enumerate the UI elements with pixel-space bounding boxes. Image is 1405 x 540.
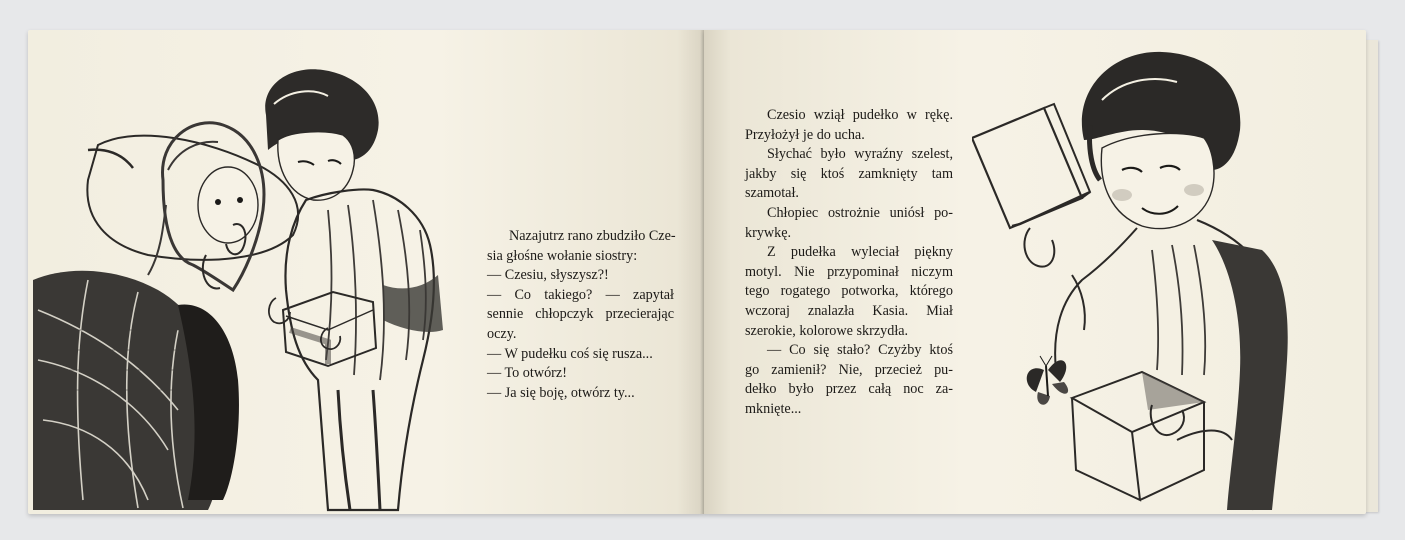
text-line: Słychać było wyraźny szelest, xyxy=(767,146,953,163)
text-line: Z pudełka wyleciał piękny xyxy=(767,244,953,261)
right-illustration xyxy=(972,30,1332,514)
text-line: krywkę. xyxy=(745,224,792,241)
text-line: — To otwórz! xyxy=(487,365,567,382)
paragraph xyxy=(745,106,953,145)
text-line: motyl. Nie przypominał niczym xyxy=(745,263,953,280)
text-line: sia głośne wołanie siostry: xyxy=(487,247,638,264)
text-line: tego rogatego potworka, którego xyxy=(745,283,953,300)
text-line: mknięte... xyxy=(745,400,802,417)
paragraph xyxy=(487,364,674,384)
text-line: dełko było przez całą noc za- xyxy=(745,381,953,398)
text-line: — Co się stało? Czyżby ktoś xyxy=(767,342,953,359)
text-line: oczy. xyxy=(487,325,517,342)
back-cover-edge xyxy=(1364,40,1378,512)
left-page-text xyxy=(487,227,674,403)
left-illustration xyxy=(28,30,468,514)
text-line: sennie chłopczyk przecierając xyxy=(487,306,674,323)
right-page-text xyxy=(745,106,953,420)
open-book xyxy=(28,30,1378,518)
paragraph xyxy=(745,145,953,204)
paragraph xyxy=(487,227,674,266)
paragraph xyxy=(487,286,674,345)
right-page xyxy=(704,30,1366,514)
left-page xyxy=(28,30,704,514)
text-line: Przyłożył je do ucha. xyxy=(745,126,865,143)
paragraph xyxy=(487,266,674,286)
paragraph xyxy=(745,341,953,419)
text-line: szerokie, kolorowe skrzydła. xyxy=(745,322,909,339)
text-line: go zamienił? Nie, przecież pu- xyxy=(745,361,953,378)
text-line: — Co takiego? — zapytał xyxy=(487,286,674,303)
paragraph xyxy=(487,384,674,404)
text-line: Czesio wziął pudełko w rękę. xyxy=(767,107,953,123)
text-line: — Ja się boję, otwórz ty... xyxy=(487,384,635,401)
text-line: szamotał. xyxy=(745,185,799,202)
paragraph xyxy=(745,204,953,243)
text-line: wczoraj znalazła Kasia. Miał xyxy=(745,302,953,319)
text-line: — Czesiu, słyszysz?! xyxy=(487,267,609,284)
paragraph xyxy=(487,345,674,365)
text-line: — W pudełku coś się rusza... xyxy=(487,345,653,362)
text-line: jakby się ktoś zamknięty tam xyxy=(745,165,953,182)
paragraph xyxy=(745,243,953,341)
text-line: Nazajutrz rano zbudziło Cze- xyxy=(509,228,676,244)
text-line: Chłopiec ostrożnie uniósł po- xyxy=(767,204,953,221)
